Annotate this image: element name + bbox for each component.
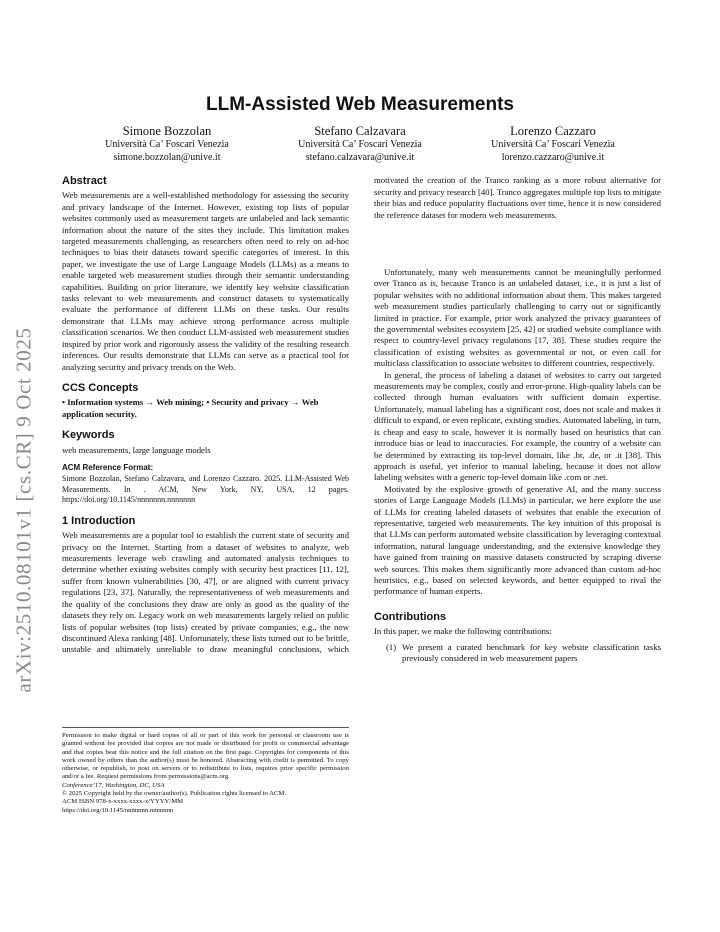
intro-paragraph-3: In general, the process of labeling a dataset of websites to carry out targeted measurements may be complex, costly and error-prone. High-quality labels can be collected through human evaluators with sufficient domain expertise. Unfortunately, manual labeling has a significant cost, does not scale and makes it difficult to expand, or even replicate, existing studies. Automated labeling, in turn, is cheap and easy to scale, however it is normally based on heuristics that can introduce bias or lead to inaccuracies. For example, the country of a website can be determined by extracting its top-level domain, like .br, .de, or .it [38]. This approach is useful, yet inferior to manual labeling, because it does not allow labeling websites with a generic top-level domain like .com or .net. bbox=[374, 369, 661, 483]
abstract-text: Web measurements are a well-established methodology for assessing the security and privacy landscape of the Internet. However, existing top lists of popular websites commonly used as measurement targets are unlabeled and lack semantic information about the nature of the sites they include. This limitation makes targeted measurements challenging, as researchers often need to rely on ad-hoc techniques to bias their datasets toward specific categories of interest. In this paper, we investigate the use of Large Language Models (LLMs) as a means to enable targeted web measurement studies through their semantic understanding capabilities. Building on prior literature, we identify key website classification tasks relevant to web measurements and construct datasets to systematically evaluate the performance of different LLMs on these tasks. Our results demonstrate that LLMs may achieve strong performance across multiple classification scenarios. We then conduct LLM-assisted web measurement studies inspired by prior work and rigorously assess the validity of the resulting research inferences. Our results demonstrate that LLMs can serve as a practical tool for analyzing security and privacy trends on the Web. bbox=[62, 190, 349, 372]
author-2 bbox=[265, 124, 455, 164]
ccs-concepts bbox=[62, 397, 349, 420]
list-item-text: We present a curated benchmark for key website classification tasks previously considered in web measurement papers bbox=[402, 641, 661, 663]
author-affiliation: Università Ca’ Foscari Venezia bbox=[491, 139, 615, 150]
arxiv-watermark bbox=[4, 300, 44, 720]
author-email: lorenzo.cazzaro@unive.it bbox=[501, 151, 605, 163]
keywords-text: web measurements, large language models bbox=[62, 444, 211, 455]
ccs-concept-2: • Security and privacy → Web application security. bbox=[62, 397, 319, 419]
author-email: stefano.calzavara@unive.it bbox=[305, 151, 415, 163]
contributions-list bbox=[374, 642, 661, 665]
intro-paragraph-2: Unfortunately, many web measurements cannot be meaningfully performed over Tranco as is, because Tranco is an unlabeled dataset, i.e., it is just a list of popular websites with no additional information about them. This makes targeted web measurement studies particularly challenging to carry out or significantly limited in practice. For example, prior work analyzed the privacy guarantees of the governmental websites ecosystem [25, 42] or studied website compliance with respect to country-level privacy regulations [17, 38]. These studies require the classification of existing websites as governmental or not, or even call for multiclass classification to associate websites to different countries, respectively. bbox=[374, 267, 661, 369]
intro-p1-overflow: motivated the creation of the Tranco ranking as a more robust alternative for security and privacy research [40]. Tranco aggregates multiple top lists to mitigate their bias and reduce popularity fluctuations over time, hence it is now considered the reference dataset for modern web measurements. bbox=[374, 176, 661, 220]
doi-text: https://doi.org/10.1145/nnnnnnn.nnnnnnn bbox=[62, 806, 174, 814]
reference-format-heading: ACM Reference Format: bbox=[62, 462, 154, 472]
contributions-heading: Contributions bbox=[374, 610, 447, 623]
ccs-concept-1: • Information systems → Web mining; bbox=[62, 397, 205, 408]
copyright-text: © 2025 Copyright held by the owner/author(s). Publication rights licensed to ACM. bbox=[62, 790, 287, 798]
permission-footnote bbox=[62, 727, 349, 815]
right-column bbox=[374, 176, 661, 664]
intro-paragraph-1-continued bbox=[374, 176, 661, 267]
reference-format-text: Simone Bozzolan, Stefano Calzavara, and Lorenzo Cazzaro. 2025. LLM-Assisted Web Measurements. In . ACM, New York, NY, USA, 12 pages. https://doi.org/10.1145/nnnnnnn.nnnnnnn bbox=[62, 474, 349, 505]
conference-text: Conference’17, Washington, DC, USA bbox=[62, 781, 165, 789]
permission-text: Permission to make digital or hard copies of all or part of this work for personal or classroom use is granted without fee provided that copies are not made or distributed for profit or commercial advantage and that copies bear this notice and the full citation on the first page. Copyrights for components of this work owned by others than the author(s) must be honored. Abstracting with credit is permitted. To copy otherwise, or republish, to post on servers or to redistribute to lists, requires prior specific permission and/or a fee. Request permissions from permissions@acm.org. bbox=[62, 732, 349, 781]
author-name: Lorenzo Cazzaro bbox=[510, 124, 596, 138]
intro-heading: 1 Introduction bbox=[62, 514, 136, 527]
arxiv-id: arXiv:2510.08101v1 [cs.CR] 9 Oct 2025 bbox=[11, 327, 36, 693]
paper-title: LLM-Assisted Web Measurements bbox=[206, 94, 514, 115]
contributions-intro: In this paper, we make the following contributions: bbox=[374, 626, 552, 637]
list-item-number: (1) bbox=[386, 641, 397, 652]
author-block bbox=[72, 124, 648, 164]
author-name: Simone Bozzolan bbox=[122, 124, 212, 138]
left-column bbox=[62, 176, 349, 655]
author-affiliation: Università Ca’ Foscari Venezia bbox=[298, 139, 422, 150]
intro-paragraph-4: Motivated by the explosive growth of generative AI, and the many success stories of Large Language Models (LLMs) in particular, we here explore the use of LLMs for creating labeled datasets of websites that enable the execution of representative, targeted web measurements. The key intuition of this proposal is that LLMs can perform automated website classification by leveraging contextual information, natural language understanding, and the extensive knowledge they have gained from training on massive datasets constructed by scraping diverse web sources. This makes them significantly more advanced than custom ad-hoc heuristics, e.g., based on selected keywords, and better equipped to rival the performance of human experts. bbox=[374, 483, 661, 597]
author-affiliation: Università Ca’ Foscari Venezia bbox=[105, 139, 229, 150]
list-item bbox=[374, 642, 661, 665]
isbn-text: ACM ISBN 978-x-xxxx-xxxx-x/YYYY/MM bbox=[62, 798, 184, 806]
ccs-heading: CCS Concepts bbox=[62, 381, 139, 394]
author-name: Stefano Calzavara bbox=[314, 124, 406, 138]
abstract-heading: Abstract bbox=[62, 175, 107, 187]
author-email: simone.bozzolan@unive.it bbox=[113, 151, 221, 163]
author-1 bbox=[72, 124, 262, 164]
intro-paragraph-1: Web measurements are a popular tool to establish the current state of security and privacy on the Internet. Starting from a dataset of websites to analyze, web measurements leverage web crawling and automated analysis techniques to determine whether existing websites comply with security best practices [11, 12], suffer from known vulnerabilities [30, 47], or are aligned with current privacy regulations [23, 37]. Naturally, the representativeness of web measurements and the quality of the conclusions they draw are only as good as the quality of the datasets they rely on. Legacy work on web measurements largely relied on public lists of popular websites (top lists) created by private companies, e.g., the now discontinued Alexa ranking [48]. Unfortunately, these lists turned out to be brittle, unstable and ultimately unreliable to draw meaningful conclusions, which bbox=[62, 530, 349, 655]
author-3 bbox=[458, 124, 648, 164]
keywords-heading: Keywords bbox=[62, 429, 115, 442]
